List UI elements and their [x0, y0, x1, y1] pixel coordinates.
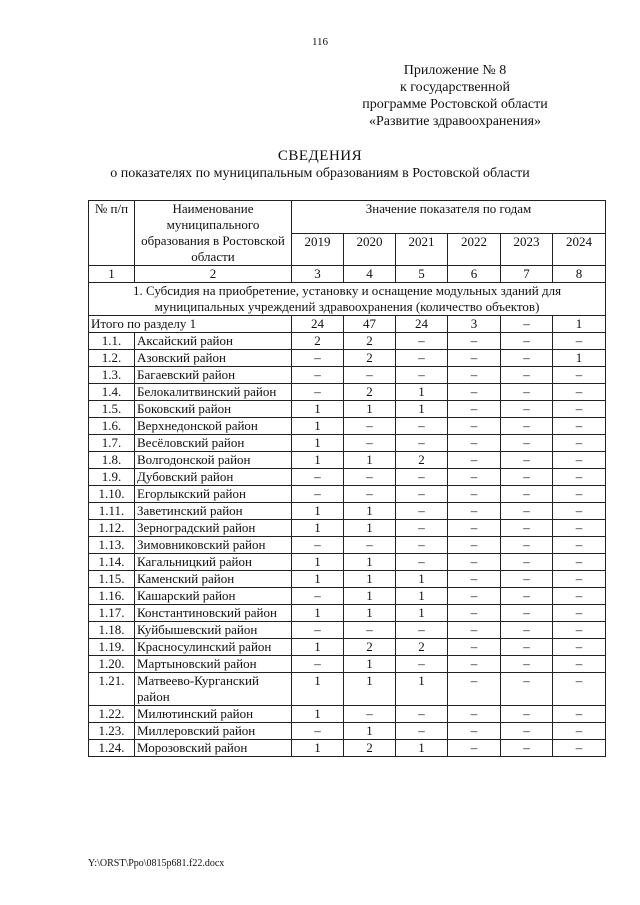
- appendix-line: программе Ростовской области: [362, 97, 548, 112]
- value-cell: 1: [396, 605, 448, 622]
- value-cell: 1: [344, 723, 396, 740]
- appendix-line: к государственной: [399, 80, 511, 95]
- value-cell: 1: [553, 350, 606, 367]
- value-cell: –: [501, 333, 553, 350]
- district-name: Кагальницкий район: [135, 554, 292, 571]
- header-number: № п/п: [89, 201, 135, 266]
- value-cell: –: [448, 639, 501, 656]
- value-cell: 1: [292, 706, 344, 723]
- value-cell: –: [553, 384, 606, 401]
- value-cell: –: [553, 520, 606, 537]
- column-number-cell: 1: [89, 266, 135, 283]
- value-cell: –: [448, 673, 501, 706]
- value-cell: –: [448, 384, 501, 401]
- value-cell: 1: [396, 384, 448, 401]
- row-number: 1.23.: [89, 723, 135, 740]
- value-cell: 1: [292, 418, 344, 435]
- value-cell: –: [501, 588, 553, 605]
- value-cell: –: [553, 452, 606, 469]
- column-number-cell: 6: [448, 266, 501, 283]
- value-cell: 2: [344, 350, 396, 367]
- value-cell: –: [448, 520, 501, 537]
- value-cell: –: [292, 537, 344, 554]
- column-number-cell: 4: [344, 266, 396, 283]
- value-cell: 1: [292, 520, 344, 537]
- value-cell: –: [448, 452, 501, 469]
- value-cell: –: [448, 723, 501, 740]
- value-cell: –: [553, 706, 606, 723]
- table-row: [89, 384, 606, 401]
- value-cell: 1: [344, 554, 396, 571]
- value-cell: –: [501, 571, 553, 588]
- value-cell: –: [501, 656, 553, 673]
- value-cell: –: [501, 435, 553, 452]
- table-row: [89, 537, 606, 554]
- value-cell: –: [553, 673, 606, 706]
- value-cell: –: [501, 706, 553, 723]
- district-name: Зерноградский район: [135, 520, 292, 537]
- total-value: 3: [448, 316, 501, 333]
- value-cell: –: [396, 486, 448, 503]
- table-row: [89, 571, 606, 588]
- value-cell: 2: [344, 740, 396, 757]
- value-cell: 2: [396, 639, 448, 656]
- row-number: 1.12.: [89, 520, 135, 537]
- column-number-cell: 3: [292, 266, 344, 283]
- value-cell: 1: [292, 554, 344, 571]
- table-row: [89, 554, 606, 571]
- table-row: [89, 333, 606, 350]
- value-cell: 1: [344, 503, 396, 520]
- value-cell: –: [448, 622, 501, 639]
- row-number: 1.11.: [89, 503, 135, 520]
- section-row: [89, 283, 606, 316]
- column-number-cell: 7: [501, 266, 553, 283]
- value-cell: 1: [344, 401, 396, 418]
- value-cell: –: [448, 537, 501, 554]
- value-cell: –: [553, 418, 606, 435]
- table-row: [89, 706, 606, 723]
- value-cell: –: [396, 503, 448, 520]
- value-cell: –: [344, 418, 396, 435]
- value-cell: –: [448, 435, 501, 452]
- value-cell: 1: [292, 673, 344, 706]
- table-row: [89, 673, 606, 706]
- district-name: Верхнедонской район: [135, 418, 292, 435]
- district-name: Куйбышевский район: [135, 622, 292, 639]
- value-cell: –: [396, 706, 448, 723]
- value-cell: 1: [396, 673, 448, 706]
- value-cell: –: [448, 367, 501, 384]
- table-row: [89, 588, 606, 605]
- row-number: 1.22.: [89, 706, 135, 723]
- table-row: [89, 452, 606, 469]
- value-cell: 1: [396, 401, 448, 418]
- table-header-row: [89, 201, 606, 234]
- value-cell: –: [553, 605, 606, 622]
- district-name: Мартыновский район: [135, 656, 292, 673]
- total-value: 1: [553, 316, 606, 333]
- value-cell: –: [553, 401, 606, 418]
- appendix-block: [325, 62, 585, 130]
- row-number: 1.17.: [89, 605, 135, 622]
- value-cell: 1: [344, 605, 396, 622]
- value-cell: 1: [292, 740, 344, 757]
- year-cell: 2020: [344, 233, 396, 266]
- value-cell: –: [553, 469, 606, 486]
- value-cell: –: [448, 401, 501, 418]
- row-number: 1.1.: [89, 333, 135, 350]
- value-cell: 2: [396, 452, 448, 469]
- district-name: Зимовниковский район: [135, 537, 292, 554]
- value-cell: –: [501, 503, 553, 520]
- value-cell: –: [396, 656, 448, 673]
- value-cell: –: [501, 605, 553, 622]
- row-number: 1.13.: [89, 537, 135, 554]
- page-number: 116: [311, 36, 329, 48]
- value-cell: –: [344, 435, 396, 452]
- value-cell: –: [553, 588, 606, 605]
- value-cell: –: [396, 723, 448, 740]
- value-cell: –: [448, 469, 501, 486]
- value-cell: –: [292, 469, 344, 486]
- value-cell: –: [501, 554, 553, 571]
- value-cell: 1: [292, 435, 344, 452]
- table-row: [89, 520, 606, 537]
- value-cell: –: [553, 656, 606, 673]
- district-name: Аксайский район: [135, 333, 292, 350]
- value-cell: –: [292, 350, 344, 367]
- district-name: Морозовский район: [135, 740, 292, 757]
- value-cell: –: [553, 622, 606, 639]
- value-cell: –: [501, 367, 553, 384]
- value-cell: –: [292, 486, 344, 503]
- year-cell: 2019: [292, 233, 344, 266]
- value-cell: 1: [292, 503, 344, 520]
- district-name: Миллеровский район: [135, 723, 292, 740]
- value-cell: –: [448, 706, 501, 723]
- value-cell: –: [396, 469, 448, 486]
- total-value: 24: [292, 316, 344, 333]
- value-cell: –: [553, 639, 606, 656]
- table-row: [89, 401, 606, 418]
- value-cell: –: [553, 723, 606, 740]
- value-cell: 2: [344, 384, 396, 401]
- row-number: 1.4.: [89, 384, 135, 401]
- table-row: [89, 367, 606, 384]
- district-name: Красносулинский район: [135, 639, 292, 656]
- document-title: СВЕДЕНИЯ: [277, 148, 363, 164]
- year-cell: 2023: [501, 233, 553, 266]
- value-cell: –: [501, 673, 553, 706]
- value-cell: –: [501, 401, 553, 418]
- document-subtitle: о показателях по муниципальным образованиям в Ростовской области: [110, 166, 530, 181]
- total-value: 24: [396, 316, 448, 333]
- value-cell: –: [501, 622, 553, 639]
- district-name: Азовский район: [135, 350, 292, 367]
- value-cell: –: [344, 367, 396, 384]
- value-cell: –: [396, 350, 448, 367]
- district-name: Милютинский район: [135, 706, 292, 723]
- value-cell: –: [553, 554, 606, 571]
- appendix-line: «Развитие здравоохранения»: [368, 114, 542, 129]
- value-cell: –: [292, 384, 344, 401]
- table-row: [89, 350, 606, 367]
- value-cell: –: [448, 418, 501, 435]
- total-value: 47: [344, 316, 396, 333]
- value-cell: –: [501, 384, 553, 401]
- district-name: Заветинский район: [135, 503, 292, 520]
- value-cell: –: [396, 333, 448, 350]
- row-number: 1.6.: [89, 418, 135, 435]
- column-number-cell: 8: [553, 266, 606, 283]
- value-cell: –: [553, 435, 606, 452]
- total-row: [89, 316, 606, 333]
- value-cell: –: [448, 350, 501, 367]
- value-cell: 2: [344, 639, 396, 656]
- row-number: 1.18.: [89, 622, 135, 639]
- value-cell: 1: [292, 639, 344, 656]
- header-values: Значение показателя по годам: [292, 201, 606, 234]
- value-cell: 1: [292, 401, 344, 418]
- table-row: [89, 418, 606, 435]
- column-number-cell: 5: [396, 266, 448, 283]
- row-number: 1.16.: [89, 588, 135, 605]
- value-cell: 1: [396, 740, 448, 757]
- value-cell: –: [501, 452, 553, 469]
- column-numbers-row: [89, 266, 606, 283]
- value-cell: 1: [292, 571, 344, 588]
- value-cell: –: [344, 469, 396, 486]
- value-cell: 1: [344, 656, 396, 673]
- value-cell: –: [553, 537, 606, 554]
- row-number: 1.2.: [89, 350, 135, 367]
- value-cell: –: [448, 503, 501, 520]
- value-cell: –: [501, 350, 553, 367]
- indicators-table: [88, 200, 606, 757]
- value-cell: –: [553, 571, 606, 588]
- row-number: 1.8.: [89, 452, 135, 469]
- row-number: 1.19.: [89, 639, 135, 656]
- district-name: Кашарский район: [135, 588, 292, 605]
- total-label: Итого по разделу 1: [89, 316, 292, 333]
- value-cell: –: [344, 486, 396, 503]
- value-cell: –: [396, 367, 448, 384]
- table-row: [89, 723, 606, 740]
- value-cell: –: [501, 486, 553, 503]
- table-row: [89, 469, 606, 486]
- value-cell: –: [448, 333, 501, 350]
- value-cell: –: [292, 588, 344, 605]
- value-cell: 2: [344, 333, 396, 350]
- section-title: 1. Субсидия на приобретение, установку и оснащение модульных зданий для муниципальных учреждений здравоохранения (количество объектов): [89, 283, 606, 316]
- header-name: Наименование муниципального образования в Ростовской области: [135, 201, 292, 266]
- value-cell: –: [448, 656, 501, 673]
- value-cell: –: [292, 622, 344, 639]
- value-cell: –: [448, 571, 501, 588]
- table-row: [89, 656, 606, 673]
- table-row: [89, 639, 606, 656]
- value-cell: –: [501, 723, 553, 740]
- value-cell: 1: [344, 452, 396, 469]
- total-value: –: [501, 316, 553, 333]
- value-cell: –: [448, 740, 501, 757]
- value-cell: –: [501, 537, 553, 554]
- table-row: [89, 740, 606, 757]
- district-name: Белокалитвинский район: [135, 384, 292, 401]
- file-path: Y:\ORST\Ppo\0815p681.f22.docx: [88, 858, 225, 869]
- value-cell: –: [344, 706, 396, 723]
- table-row: [89, 605, 606, 622]
- value-cell: –: [553, 486, 606, 503]
- value-cell: –: [396, 435, 448, 452]
- district-name: Матвеево-Курганский район: [135, 673, 292, 706]
- row-number: 1.5.: [89, 401, 135, 418]
- year-cell: 2024: [553, 233, 606, 266]
- value-cell: 1: [344, 571, 396, 588]
- value-cell: –: [501, 469, 553, 486]
- value-cell: –: [501, 418, 553, 435]
- value-cell: –: [292, 723, 344, 740]
- value-cell: 1: [344, 673, 396, 706]
- row-number: 1.21.: [89, 673, 135, 706]
- value-cell: –: [448, 605, 501, 622]
- district-name: Каменский район: [135, 571, 292, 588]
- value-cell: –: [396, 418, 448, 435]
- row-number: 1.9.: [89, 469, 135, 486]
- district-name: Боковский район: [135, 401, 292, 418]
- district-name: Весёловский район: [135, 435, 292, 452]
- value-cell: 1: [344, 588, 396, 605]
- table-row: [89, 435, 606, 452]
- year-cell: 2022: [448, 233, 501, 266]
- district-name: Волгодонской район: [135, 452, 292, 469]
- row-number: 1.10.: [89, 486, 135, 503]
- value-cell: 2: [292, 333, 344, 350]
- district-name: Дубовский район: [135, 469, 292, 486]
- table-row: [89, 503, 606, 520]
- value-cell: –: [448, 588, 501, 605]
- value-cell: –: [553, 367, 606, 384]
- value-cell: –: [448, 486, 501, 503]
- appendix-line: Приложение № 8: [403, 63, 507, 78]
- table-row: [89, 622, 606, 639]
- row-number: 1.20.: [89, 656, 135, 673]
- district-name: Багаевский район: [135, 367, 292, 384]
- district-name: Егорлыкский район: [135, 486, 292, 503]
- value-cell: 1: [396, 588, 448, 605]
- value-cell: –: [396, 554, 448, 571]
- row-number: 1.7.: [89, 435, 135, 452]
- value-cell: –: [501, 639, 553, 656]
- row-number: 1.15.: [89, 571, 135, 588]
- value-cell: 1: [292, 452, 344, 469]
- value-cell: –: [344, 622, 396, 639]
- value-cell: –: [553, 740, 606, 757]
- value-cell: 1: [396, 571, 448, 588]
- value-cell: –: [396, 537, 448, 554]
- value-cell: –: [292, 656, 344, 673]
- column-number-cell: 2: [135, 266, 292, 283]
- value-cell: –: [396, 520, 448, 537]
- row-number: 1.14.: [89, 554, 135, 571]
- table-row: [89, 486, 606, 503]
- value-cell: –: [448, 554, 501, 571]
- value-cell: –: [553, 503, 606, 520]
- value-cell: 1: [292, 605, 344, 622]
- district-name: Константиновский район: [135, 605, 292, 622]
- value-cell: –: [553, 333, 606, 350]
- value-cell: –: [292, 367, 344, 384]
- year-cell: 2021: [396, 233, 448, 266]
- value-cell: –: [344, 537, 396, 554]
- value-cell: 1: [344, 520, 396, 537]
- value-cell: –: [396, 622, 448, 639]
- row-number: 1.24.: [89, 740, 135, 757]
- row-number: 1.3.: [89, 367, 135, 384]
- value-cell: –: [501, 520, 553, 537]
- value-cell: –: [501, 740, 553, 757]
